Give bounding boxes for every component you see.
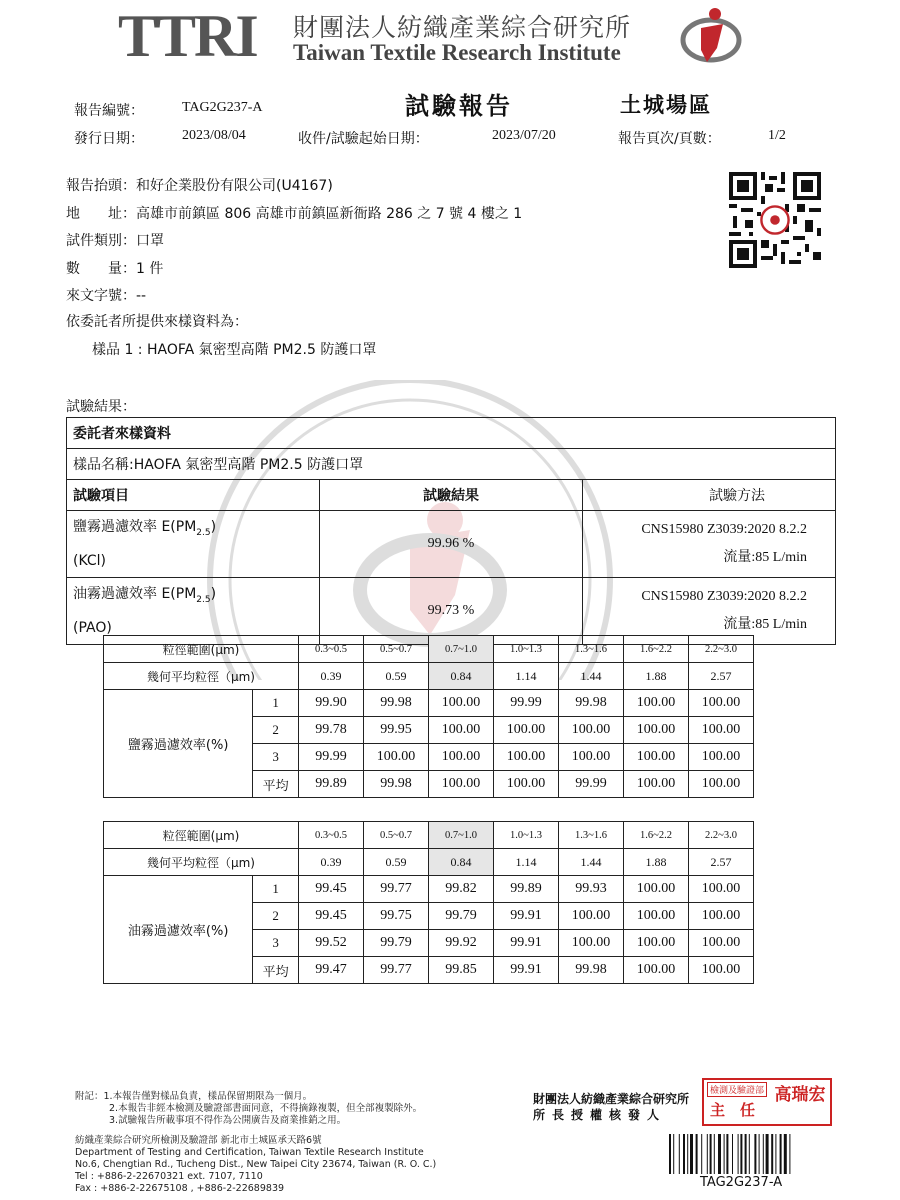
provided-info: 依委託者所提供來樣資料為：	[66, 314, 248, 330]
efficiency-name: 油霧過濾效率(%)	[104, 876, 253, 984]
efficiency-value: 99.91	[494, 930, 559, 957]
footer-address-2: Department of Testing and Certification, Taiwan Textile Research Institute	[75, 1147, 424, 1158]
mean-size-cell: 0.39	[299, 849, 364, 876]
efficiency-value: 100.00	[494, 717, 559, 744]
efficiency-value: 99.75	[364, 903, 429, 930]
trial-label: 3	[253, 744, 299, 771]
efficiency-value: 99.98	[364, 771, 429, 798]
efficiency-value: 100.00	[624, 876, 689, 903]
efficiency-value: 100.00	[689, 876, 754, 903]
stamp-title: 主 任	[710, 1101, 756, 1119]
ttri-logo: TTRI	[118, 3, 257, 69]
efficiency-value: 99.98	[559, 957, 624, 984]
efficiency-value: 100.00	[559, 930, 624, 957]
efficiency-value: 99.77	[364, 876, 429, 903]
receive-date-label: 收件/試驗起始日期：	[298, 131, 429, 147]
efficiency-value: 100.00	[559, 717, 624, 744]
range-cell: 0.3~0.5	[299, 822, 364, 849]
mean-size-cell: 2.57	[689, 849, 754, 876]
receive-date: 2023/07/20	[492, 128, 556, 143]
sample-type: 試件類別：口罩	[66, 233, 164, 249]
efficiency-value: 99.98	[364, 690, 429, 717]
qr-code	[729, 172, 821, 268]
efficiency-value: 99.52	[299, 930, 364, 957]
mean-size-cell: 1.88	[624, 663, 689, 690]
trial-label: 平均	[253, 957, 299, 984]
efficiency-value: 99.98	[559, 690, 624, 717]
efficiency-value: 100.00	[689, 744, 754, 771]
range-cell: 0.5~0.7	[364, 636, 429, 663]
efficiency-value: 100.00	[624, 903, 689, 930]
efficiency-name: 鹽霧過濾效率(%)	[104, 690, 253, 798]
mean-size-cell: 1.44	[559, 849, 624, 876]
efficiency-value: 100.00	[559, 903, 624, 930]
efficiency-value: 100.00	[689, 903, 754, 930]
efficiency-value: 100.00	[364, 744, 429, 771]
efficiency-value: 100.00	[429, 744, 494, 771]
mean-size-label: 幾何平均粒徑（μm)	[104, 663, 299, 690]
efficiency-value: 99.91	[494, 903, 559, 930]
footer-address-3: No.6, Chengtian Rd., Tucheng Dist., New Taipei City 23674, Taiwan (R. O. C.)	[75, 1159, 437, 1170]
efficiency-value: 100.00	[494, 744, 559, 771]
footer-fax: Fax : +886-2-22675108 , +886-2-22689839	[75, 1183, 285, 1194]
trial-label: 1	[253, 690, 299, 717]
efficiency-value: 100.00	[624, 717, 689, 744]
client-title: 報告抬頭：和好企業股份有限公司(U4167)	[66, 178, 333, 194]
efficiency-value: 99.47	[299, 957, 364, 984]
efficiency-value: 100.00	[429, 771, 494, 798]
range-cell: 1.6~2.2	[624, 636, 689, 663]
official-stamp	[702, 1078, 832, 1126]
range-label: 粒徑範圍(μm)	[104, 822, 299, 849]
table-row	[104, 690, 754, 717]
client-address: 地 址：高雄市前鎮區 806 高雄市前鎮區新衙路 286 之 7 號 4 樓之 1	[66, 206, 523, 222]
efficiency-value: 99.45	[299, 876, 364, 903]
efficiency-value: 99.91	[494, 957, 559, 984]
range-cell: 1.0~1.3	[494, 822, 559, 849]
salt-efficiency-table	[103, 635, 754, 798]
reference-no: 來文字號：--	[66, 288, 147, 304]
mean-size-cell: 1.88	[624, 849, 689, 876]
mean-size-cell: 1.14	[494, 849, 559, 876]
efficiency-value: 99.99	[299, 744, 364, 771]
efficiency-value: 99.78	[299, 717, 364, 744]
efficiency-value: 99.99	[559, 771, 624, 798]
efficiency-value: 100.00	[689, 957, 754, 984]
mean-size-cell: 0.84	[429, 849, 494, 876]
result-pao: 99.73 %	[320, 577, 583, 644]
efficiency-value: 99.85	[429, 957, 494, 984]
trial-label: 3	[253, 930, 299, 957]
trial-label: 2	[253, 903, 299, 930]
results-label: 試驗結果：	[66, 399, 136, 415]
efficiency-value: 99.45	[299, 903, 364, 930]
efficiency-value: 99.79	[429, 903, 494, 930]
barcode	[669, 1134, 827, 1174]
efficiency-value: 99.89	[299, 771, 364, 798]
table-row	[104, 876, 754, 903]
efficiency-value: 100.00	[429, 690, 494, 717]
col-header-item: 試驗項目	[67, 480, 320, 511]
mean-size-cell: 0.59	[364, 849, 429, 876]
test-item-pao: 油霧過濾效率 $E(PM_{2.5})$ (PAO)	[67, 577, 320, 644]
efficiency-value: 100.00	[689, 717, 754, 744]
method-pao: CNS15980 Z3039:2020 8.2.2 流量:85 L/min	[583, 577, 836, 644]
efficiency-value: 99.79	[364, 930, 429, 957]
report-no-label: 報告編號：	[74, 103, 144, 119]
mean-size-cell: 2.57	[689, 663, 754, 690]
org-name-english: Taiwan Textile Research Institute	[293, 40, 621, 65]
footer-address-1: 紡織產業綜合研究所檢測及驗證部 新北市土城區承天路6號	[75, 1135, 322, 1146]
org-name-chinese: 財團法人紡織產業綜合研究所	[293, 13, 632, 42]
signing-role: 所長授權核發人	[533, 1108, 667, 1122]
barcode-text: TAG2G237-A	[700, 1175, 783, 1190]
method-kcl: CNS15980 Z3039:2020 8.2.2 流量:85 L/min	[583, 511, 836, 578]
oil-efficiency-table	[103, 821, 754, 984]
efficiency-value: 100.00	[559, 744, 624, 771]
efficiency-value: 99.82	[429, 876, 494, 903]
footer-tel: Tel : +886-2-22670321 ext. 7107, 7110	[75, 1171, 263, 1182]
footer-note-1: 附記：1.本報告僅對樣品負責，樣品保留期限為一個月。	[75, 1091, 313, 1102]
mean-size-cell: 1.44	[559, 663, 624, 690]
mean-size-cell: 0.39	[299, 663, 364, 690]
efficiency-value: 99.89	[494, 876, 559, 903]
issue-date-label: 發行日期：	[74, 131, 144, 147]
site-name: 土城場區	[620, 93, 712, 117]
efficiency-value: 99.90	[299, 690, 364, 717]
range-cell: 0.3~0.5	[299, 636, 364, 663]
sample-name-cell: 樣品名稱:HAOFA 氣密型高階 PM2.5 防護口罩	[67, 449, 836, 480]
stamp-department: 檢測及驗證部	[707, 1082, 767, 1097]
range-cell: 0.5~0.7	[364, 822, 429, 849]
ttri-emblem-icon	[677, 4, 747, 68]
trial-label: 2	[253, 717, 299, 744]
mean-size-cell: 1.14	[494, 663, 559, 690]
issue-date: 2023/08/04	[182, 128, 246, 143]
efficiency-value: 100.00	[624, 930, 689, 957]
trial-label: 平均	[253, 771, 299, 798]
efficiency-value: 99.92	[429, 930, 494, 957]
range-cell: 1.6~2.2	[624, 822, 689, 849]
efficiency-value: 99.95	[364, 717, 429, 744]
footer-note-3: 3.試驗報告所載事項不得作為公開廣告及商業推銷之用。	[109, 1115, 347, 1126]
efficiency-value: 100.00	[494, 771, 559, 798]
range-cell: 1.3~1.6	[559, 636, 624, 663]
range-cell: 0.7~1.0	[429, 636, 494, 663]
range-cell: 2.2~3.0	[689, 822, 754, 849]
main-results-table	[66, 417, 836, 645]
footer-note-2: 2.本報告非經本檢測及驗證部書面同意，不得摘錄複製，但全部複製除外。	[109, 1103, 423, 1114]
page-number: 1/2	[768, 128, 786, 143]
section-header: 委託者來樣資料	[67, 418, 836, 449]
col-header-method: 試驗方法	[583, 480, 836, 511]
trial-label: 1	[253, 876, 299, 903]
col-header-result: 試驗結果	[320, 480, 583, 511]
efficiency-value: 99.99	[494, 690, 559, 717]
range-cell: 0.7~1.0	[429, 822, 494, 849]
range-cell: 1.0~1.3	[494, 636, 559, 663]
sample-quantity: 數 量：1 件	[66, 261, 164, 277]
result-kcl: 99.96 %	[320, 511, 583, 578]
sample-description: 樣品 1 : HAOFA 氣密型高階 PM2.5 防護口罩	[92, 342, 377, 358]
efficiency-value: 99.93	[559, 876, 624, 903]
range-label: 粒徑範圍(μm)	[104, 636, 299, 663]
range-cell: 2.2~3.0	[689, 636, 754, 663]
efficiency-value: 100.00	[689, 771, 754, 798]
page-label: 報告頁次/頁數：	[618, 131, 721, 147]
efficiency-value: 100.00	[689, 690, 754, 717]
report-no: TAG2G237-A	[182, 100, 263, 115]
page-title: 試驗報告	[405, 92, 513, 120]
efficiency-value: 100.00	[624, 690, 689, 717]
stamp-name: 高瑞宏	[774, 1085, 826, 1105]
range-cell: 1.3~1.6	[559, 822, 624, 849]
table-row	[67, 511, 836, 578]
efficiency-value: 100.00	[429, 717, 494, 744]
efficiency-value: 100.00	[624, 957, 689, 984]
test-item-kcl: 鹽霧過濾效率 $E(PM_{2.5})$ (KCl)	[67, 511, 320, 578]
mean-size-cell: 0.84	[429, 663, 494, 690]
efficiency-value: 99.77	[364, 957, 429, 984]
efficiency-value: 100.00	[624, 771, 689, 798]
efficiency-value: 100.00	[689, 930, 754, 957]
mean-size-cell: 0.59	[364, 663, 429, 690]
mean-size-label: 幾何平均粒徑（μm)	[104, 849, 299, 876]
efficiency-value: 100.00	[624, 744, 689, 771]
signing-organization: 財團法人紡織產業綜合研究所	[533, 1092, 690, 1106]
